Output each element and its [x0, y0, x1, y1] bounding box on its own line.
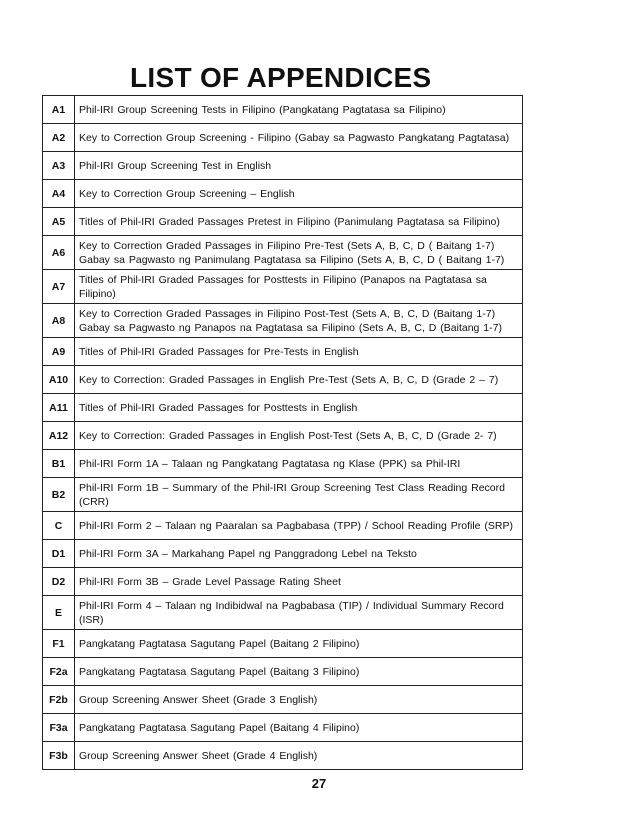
appendix-description: [75, 180, 523, 208]
appendix-description-line: Titles of Phil-IRI Graded Passages for Posttests in Filipino (Panapos na Pagtatasa sa: [79, 273, 487, 286]
appendix-description: [75, 338, 523, 366]
appendix-description-line: Filipino): [79, 287, 116, 300]
appendix-code: F1: [43, 630, 75, 658]
appendix-code: D2: [43, 568, 75, 596]
appendix-description: [75, 630, 523, 658]
appendix-row: [43, 540, 523, 568]
page-number: 27: [311, 776, 327, 791]
appendix-row: [43, 366, 523, 394]
appendix-code: A10: [43, 366, 75, 394]
appendix-description: [75, 124, 523, 152]
appendix-description-line: Phil-IRI Form 1A – Talaan ng Pangkatang Pagtatasa ng Klase (PPK) sa Phil-IRI: [79, 457, 461, 470]
appendix-code: A3: [43, 152, 75, 180]
appendix-row: [43, 512, 523, 540]
appendix-description: [75, 714, 523, 742]
appendix-row: [43, 714, 523, 742]
appendix-description-line: Phil-IRI Form 1B – Summary of the Phil-IRI Group Screening Test Class Reading Record: [79, 481, 505, 494]
appendix-description-line: Key to Correction: Graded Passages in English Pre-Test (Sets A, B, C, D (Grade 2 – 7): [79, 373, 499, 386]
appendix-row: [43, 236, 523, 270]
appendix-row: [43, 686, 523, 714]
appendix-description-line: Gabay sa Pagwasto ng Panimulang Pagtatasa sa Filipino (Sets A, B, C, D ( Baitang 1-7): [79, 253, 505, 266]
appendix-description-line: Key to Correction Group Screening - Filipino (Gabay sa Pagwasto Pangkatang Pagtatasa): [79, 131, 510, 144]
appendix-description: [75, 208, 523, 236]
appendix-description-line: Group Screening Answer Sheet (Grade 4 English): [79, 749, 318, 762]
appendix-code: A2: [43, 124, 75, 152]
appendix-description: [75, 742, 523, 770]
appendix-code: F2b: [43, 686, 75, 714]
appendix-description-line: Key to Correction Group Screening – English: [79, 187, 295, 200]
appendix-description-line: Titles of Phil-IRI Graded Passages Pretest in Filipino (Panimulang Pagtatasa sa Filipino): [79, 215, 500, 228]
appendix-description: [75, 394, 523, 422]
appendix-description-line: Group Screening Answer Sheet (Grade 3 English): [79, 693, 318, 706]
appendix-row: [43, 208, 523, 236]
appendix-description: [75, 686, 523, 714]
appendix-description-line: Phil-IRI Form 3B – Grade Level Passage Rating Sheet: [79, 575, 341, 588]
appendix-code: A5: [43, 208, 75, 236]
appendix-description: [75, 540, 523, 568]
appendix-description: [75, 658, 523, 686]
appendix-description-line: Phil-IRI Form 4 – Talaan ng Indibidwal na Pagbabasa (TIP) / Individual Summary Record: [79, 599, 504, 612]
appendix-description: [75, 596, 523, 630]
appendix-row: [43, 124, 523, 152]
appendix-code: D1: [43, 540, 75, 568]
appendix-code: A12: [43, 422, 75, 450]
appendix-description: [75, 236, 523, 270]
appendix-description-line: Phil-IRI Group Screening Tests in Filipino (Pangkatang Pagtatasa sa Filipino): [79, 103, 446, 116]
appendix-description-line: Pangkatang Pagtatasa Sagutang Papel (Baitang 3 Filipino): [79, 665, 360, 678]
appendix-description-line: Gabay sa Pagwasto ng Panapos na Pagtatasa sa Filipino (Sets A, B, C, D (Baitang 1-7): [79, 321, 502, 334]
appendix-description-line: Titles of Phil-IRI Graded Passages for Pre-Tests in English: [79, 345, 359, 358]
appendix-description-line: Phil-IRI Group Screening Test in English: [79, 159, 272, 172]
appendices-table-body: [43, 96, 523, 770]
appendix-row: [43, 96, 523, 124]
appendix-row: [43, 596, 523, 630]
appendices-table: [42, 95, 523, 770]
appendix-row: [43, 450, 523, 478]
appendix-description: [75, 450, 523, 478]
appendix-row: [43, 270, 523, 304]
appendix-description: [75, 478, 523, 512]
appendix-row: [43, 304, 523, 338]
appendix-description-line: Key to Correction Graded Passages in Filipino Pre-Test (Sets A, B, C, D ( Baitang 1-7): [79, 239, 495, 252]
appendix-description: [75, 512, 523, 540]
appendix-code: F3b: [43, 742, 75, 770]
appendix-row: [43, 568, 523, 596]
appendix-description: [75, 270, 523, 304]
appendix-row: [43, 152, 523, 180]
appendix-description-line: (CRR): [79, 495, 109, 508]
appendix-code: A11: [43, 394, 75, 422]
appendix-row: [43, 338, 523, 366]
appendix-description-line: Phil-IRI Form 2 – Talaan ng Paaralan sa Pagbabasa (TPP) / School Reading Profile (SRP): [79, 519, 514, 532]
appendix-code: A6: [43, 236, 75, 270]
appendix-description: [75, 568, 523, 596]
appendix-code: B2: [43, 478, 75, 512]
appendix-code: F2a: [43, 658, 75, 686]
appendix-description: [75, 366, 523, 394]
appendix-code: B1: [43, 450, 75, 478]
appendix-description-line: Titles of Phil-IRI Graded Passages for Posttests in English: [79, 401, 358, 414]
appendix-description-line: Pangkatang Pagtatasa Sagutang Papel (Baitang 4 Filipino): [79, 721, 360, 734]
appendix-code: A9: [43, 338, 75, 366]
appendix-row: [43, 658, 523, 686]
appendix-row: [43, 478, 523, 512]
appendix-description-line: Pangkatang Pagtatasa Sagutang Papel (Baitang 2 Filipino): [79, 637, 360, 650]
appendix-code: A7: [43, 270, 75, 304]
appendix-code: F3a: [43, 714, 75, 742]
appendix-code: A8: [43, 304, 75, 338]
appendix-description-line: (ISR): [79, 613, 104, 626]
appendix-row: [43, 180, 523, 208]
appendix-row: [43, 630, 523, 658]
appendix-description-line: Key to Correction Graded Passages in Filipino Post-Test (Sets A, B, C, D (Baitang 1-7): [79, 307, 496, 320]
page-title: LIST OF APPENDICES: [130, 62, 432, 93]
appendix-code: A4: [43, 180, 75, 208]
appendix-description: [75, 96, 523, 124]
appendix-description: [75, 152, 523, 180]
appendix-description: [75, 422, 523, 450]
appendix-code: A1: [43, 96, 75, 124]
appendix-description-line: Phil-IRI Form 3A – Markahang Papel ng Panggradong Lebel na Teksto: [79, 547, 417, 560]
appendix-code: C: [43, 512, 75, 540]
appendix-row: [43, 394, 523, 422]
appendix-description: [75, 304, 523, 338]
appendix-row: [43, 422, 523, 450]
appendix-code: E: [43, 596, 75, 630]
appendix-description-line: Key to Correction: Graded Passages in English Post-Test (Sets A, B, C, D (Grade 2- 7): [79, 429, 497, 442]
appendix-row: [43, 742, 523, 770]
